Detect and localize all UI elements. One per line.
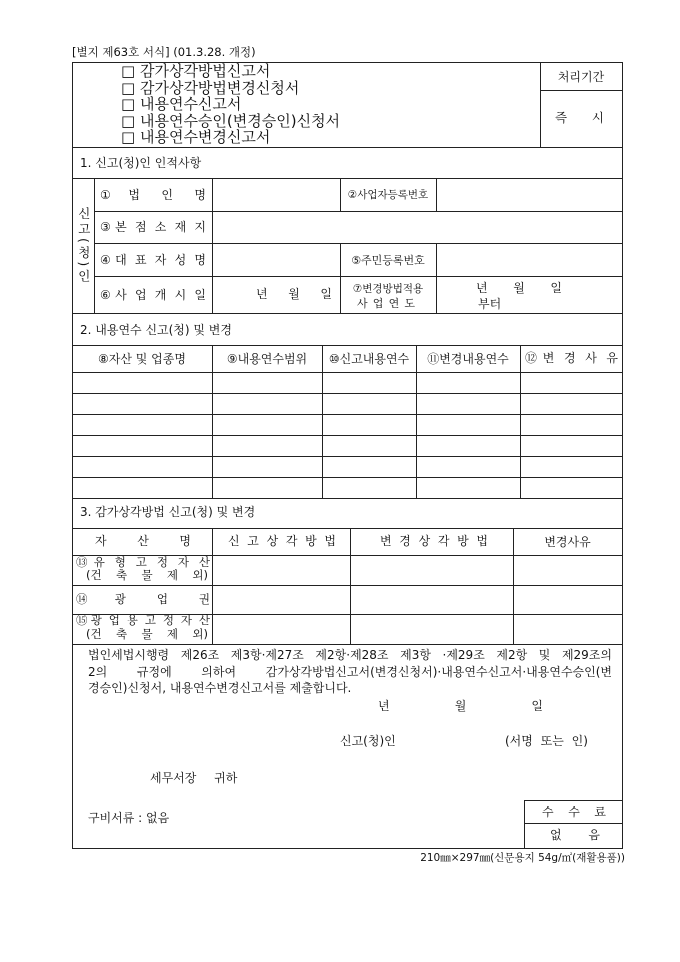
start-date-label: ⑥사 업 개 시 일 bbox=[100, 288, 206, 302]
tangible-fixed-asset-note: (건 축 물 제 외) bbox=[86, 568, 208, 582]
grid-line bbox=[72, 498, 622, 499]
representative-field[interactable] bbox=[213, 244, 339, 275]
corp-name-label: ①법 인 명 bbox=[100, 188, 206, 202]
biz-reg-no-field[interactable] bbox=[437, 179, 621, 210]
col-reported-method: 신 고 상 각 방 법 bbox=[228, 534, 336, 548]
fee-label: 수 수 료 bbox=[542, 805, 606, 819]
col-asset-industry: ⑧자산 및 업종명 bbox=[98, 352, 186, 366]
recipient-label: 세무서장 귀하 bbox=[150, 771, 238, 785]
tangible-fixed-asset-row[interactable] bbox=[213, 556, 621, 585]
useful-life-row[interactable] bbox=[73, 394, 621, 414]
useful-life-row[interactable] bbox=[73, 373, 621, 393]
resident-no-field[interactable] bbox=[437, 244, 621, 275]
apply-year-date[interactable]: 년 월 일 bbox=[476, 281, 562, 295]
section2-title: 2. 내용연수 신고(청) 및 변경 bbox=[80, 323, 232, 337]
applicant-side-label: 신고(청)인 bbox=[76, 206, 92, 285]
grid-line bbox=[94, 178, 95, 313]
useful-life-row[interactable] bbox=[73, 478, 621, 498]
section1-title: 1. 신고(청)인 인적사항 bbox=[80, 156, 202, 170]
col-change-reason: ⑫변 경 사 유 bbox=[525, 351, 618, 365]
col-useful-life-range: ⑨내용연수범위 bbox=[226, 352, 308, 366]
grid-line bbox=[524, 823, 622, 824]
option-depreciation-method-report bbox=[121, 63, 340, 80]
mining-fixed-asset-label: ⑮광 업 용 고 정 자 산 bbox=[76, 613, 210, 627]
checkbox[interactable]: □ bbox=[121, 111, 136, 130]
grid-line bbox=[72, 147, 622, 148]
useful-life-row[interactable] bbox=[73, 415, 621, 435]
processing-period-label: 처리기간 bbox=[557, 69, 605, 84]
corp-name-field[interactable] bbox=[213, 179, 339, 210]
option-useful-life-report bbox=[121, 96, 340, 113]
useful-life-row[interactable] bbox=[73, 457, 621, 477]
option-label: 감가상각방법변경신청서 bbox=[139, 78, 300, 97]
section3-title: 3. 감가상각방법 신고(청) 및 변경 bbox=[80, 505, 256, 519]
hq-address-field[interactable] bbox=[213, 212, 621, 242]
start-date-value[interactable]: 년 월 일 bbox=[256, 287, 332, 301]
useful-life-row[interactable] bbox=[73, 436, 621, 456]
option-useful-life-change bbox=[121, 129, 340, 146]
col-changed-useful-life: ⑪변경내용연수 bbox=[427, 352, 509, 366]
mining-fixed-asset-note: (건 축 물 제 외) bbox=[86, 627, 208, 641]
col-asset-name: 자 산 명 bbox=[95, 534, 191, 548]
declaration-line: 2의 규정에 의하여 감가상각방법신고서(변경신청서)·내용연수신고서·내용연수승인(변 bbox=[88, 664, 612, 679]
option-label: 감가상각방법신고서 bbox=[139, 62, 271, 80]
col-method-change-reason: 변경사유 bbox=[544, 535, 591, 549]
form-type-options bbox=[121, 63, 340, 146]
representative-label: ④대 표 자 성 명 bbox=[100, 253, 206, 267]
grid-line bbox=[540, 90, 622, 91]
hq-address-label: ③본 점 소 재 지 bbox=[100, 220, 206, 234]
tangible-fixed-asset-label: ⑬유 형 고 정 자 산 bbox=[76, 555, 210, 569]
mining-right-label: ⑭광 업 권 bbox=[76, 592, 210, 606]
paper-spec: 210㎜×297㎜(신문용지 54g/㎡(재활용품)) bbox=[420, 852, 625, 864]
option-label: 내용연수승인(변경승인)신청서 bbox=[139, 111, 341, 130]
grid-line bbox=[524, 800, 525, 848]
mining-fixed-asset-row[interactable] bbox=[213, 615, 621, 644]
attachments-label: 구비서류 : 없음 bbox=[88, 811, 170, 825]
checkbox[interactable]: □ bbox=[121, 128, 136, 147]
declaration-line: 경승인)신청서, 내용연수변경신고서를 제출합니다. bbox=[88, 681, 352, 695]
biz-reg-no-label: ②사업자등록번호 bbox=[347, 189, 429, 201]
form-code: [별지 제63호 서식] (01.3.28. 개정) bbox=[72, 45, 256, 59]
resident-no-label: ⑤주민등록번호 bbox=[351, 253, 425, 267]
fee-value: 없 음 bbox=[550, 828, 600, 842]
grid-line bbox=[72, 644, 622, 645]
applicant-side-cell bbox=[72, 178, 94, 313]
signature-note: (서명 또는 인) bbox=[505, 734, 588, 748]
checkbox[interactable]: □ bbox=[121, 78, 136, 97]
option-useful-life-approval bbox=[121, 113, 340, 130]
checkbox[interactable]: □ bbox=[121, 62, 136, 80]
grid-line bbox=[524, 800, 622, 801]
declaration-text bbox=[88, 647, 612, 697]
col-reported-useful-life: ⑩신고내용연수 bbox=[328, 352, 410, 366]
option-label: 내용연수변경신고서 bbox=[139, 128, 271, 147]
option-label: 내용연수신고서 bbox=[139, 95, 242, 114]
apply-year-from: 부터 bbox=[478, 297, 502, 311]
option-depreciation-method-change bbox=[121, 80, 340, 97]
declaration-date[interactable]: 년 월 일 bbox=[378, 699, 543, 713]
apply-year-label-line1: ⑦변경방법적용 bbox=[352, 282, 424, 295]
mining-right-row[interactable] bbox=[213, 586, 621, 614]
col-changed-method: 변 경 상 각 방 법 bbox=[380, 534, 488, 548]
grid-line bbox=[72, 313, 622, 314]
processing-period-value: 즉 시 bbox=[555, 110, 604, 125]
declaration-line: 법인세법시행령 제26조 제3항·제27조 제2항·제28조 제3항 ·제29조 제2항 및 제29조의 bbox=[88, 648, 612, 662]
grid-line bbox=[94, 276, 622, 277]
apply-year-label-line2: 사 업 연 도 bbox=[357, 297, 415, 310]
applicant-signature-label: 신고(청)인 bbox=[340, 734, 396, 748]
checkbox[interactable]: □ bbox=[121, 95, 136, 114]
